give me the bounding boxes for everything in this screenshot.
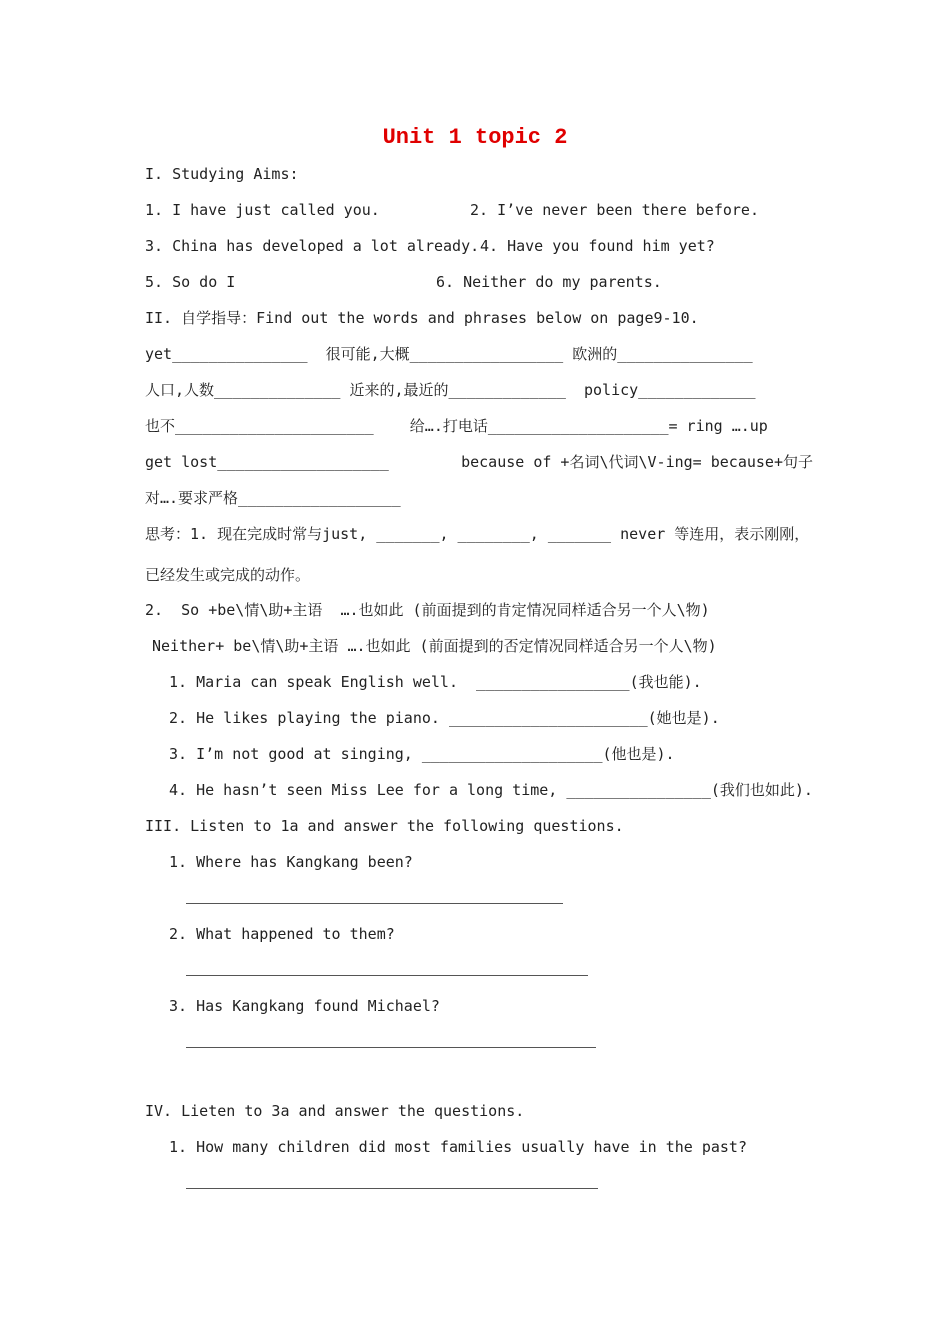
aim-item: 1. I have just called you. (145, 201, 380, 219)
question-item: 1. How many children did most families usually have in the past? (169, 1138, 747, 1156)
think-note: 已经发生或完成的动作。 (145, 566, 311, 584)
exercise-item: 4. He hasn’t seen Miss Lee for a long time, ________________(我们也如此). (169, 781, 813, 799)
answer-line (186, 975, 588, 976)
question-item: 2. What happened to them? (169, 925, 395, 943)
exercise-item: 2. He likes playing the piano. ______________________(她也是). (169, 709, 720, 727)
grammar-rule-so: 2. So +be\情\助+主语 ….也如此 (前面提到的肯定情况同样适合另一个人\物) (145, 601, 710, 619)
think-note: 思考：1. 现在完成时常与just, _______, ________, _______ never 等连用，表示刚刚， (145, 525, 810, 543)
answer-line (186, 1047, 596, 1048)
grammar-rule-neither: Neither+ be\情\助+主语 ….也如此 (前面提到的否定情况同样适合另一个人\物) (152, 637, 717, 655)
vocab-row: get lost___________________ because of +名词\代词\V-ing= because+句子 (145, 453, 813, 471)
vocab-row: 也不______________________ 给….打电话____________________= ring ….up (145, 417, 768, 435)
aim-item: 4. Have you found him yet? (480, 237, 715, 255)
vocab-row: 人口,人数______________ 近来的,最近的_____________ policy_____________ (145, 381, 756, 399)
aim-item: 6. Neither do my parents. (436, 273, 662, 291)
section-heading-listen-1a: III. Listen to 1a and answer the following questions. (145, 817, 624, 835)
section-heading-aims: I. Studying Aims: (145, 165, 299, 183)
question-item: 1. Where has Kangkang been? (169, 853, 413, 871)
aim-item: 3. China has developed a lot already. (145, 237, 480, 255)
exercise-item: 1. Maria can speak English well. _________________(我也能). (169, 673, 702, 691)
aim-item: 5. So do I (145, 273, 236, 291)
vocab-row: yet_______________ 很可能,大概_________________ 欧洲的_______________ (145, 345, 753, 363)
page-title: Unit 1 topic 2 (382, 125, 568, 150)
vocab-row: 对….要求严格__________________ (145, 489, 401, 507)
section-heading-self-study: II. 自学指导：Find out the words and phrases below on page9-10. (145, 309, 699, 327)
section-heading-listen-3a: IV. Lieten to 3a and answer the questions. (145, 1102, 525, 1120)
answer-line (186, 1188, 598, 1189)
question-item: 3. Has Kangkang found Michael? (169, 997, 440, 1015)
aim-item: 2. I’ve never been there before. (470, 201, 759, 219)
exercise-item: 3. I’m not good at singing, ____________________(他也是). (169, 745, 675, 763)
answer-line (186, 903, 563, 904)
